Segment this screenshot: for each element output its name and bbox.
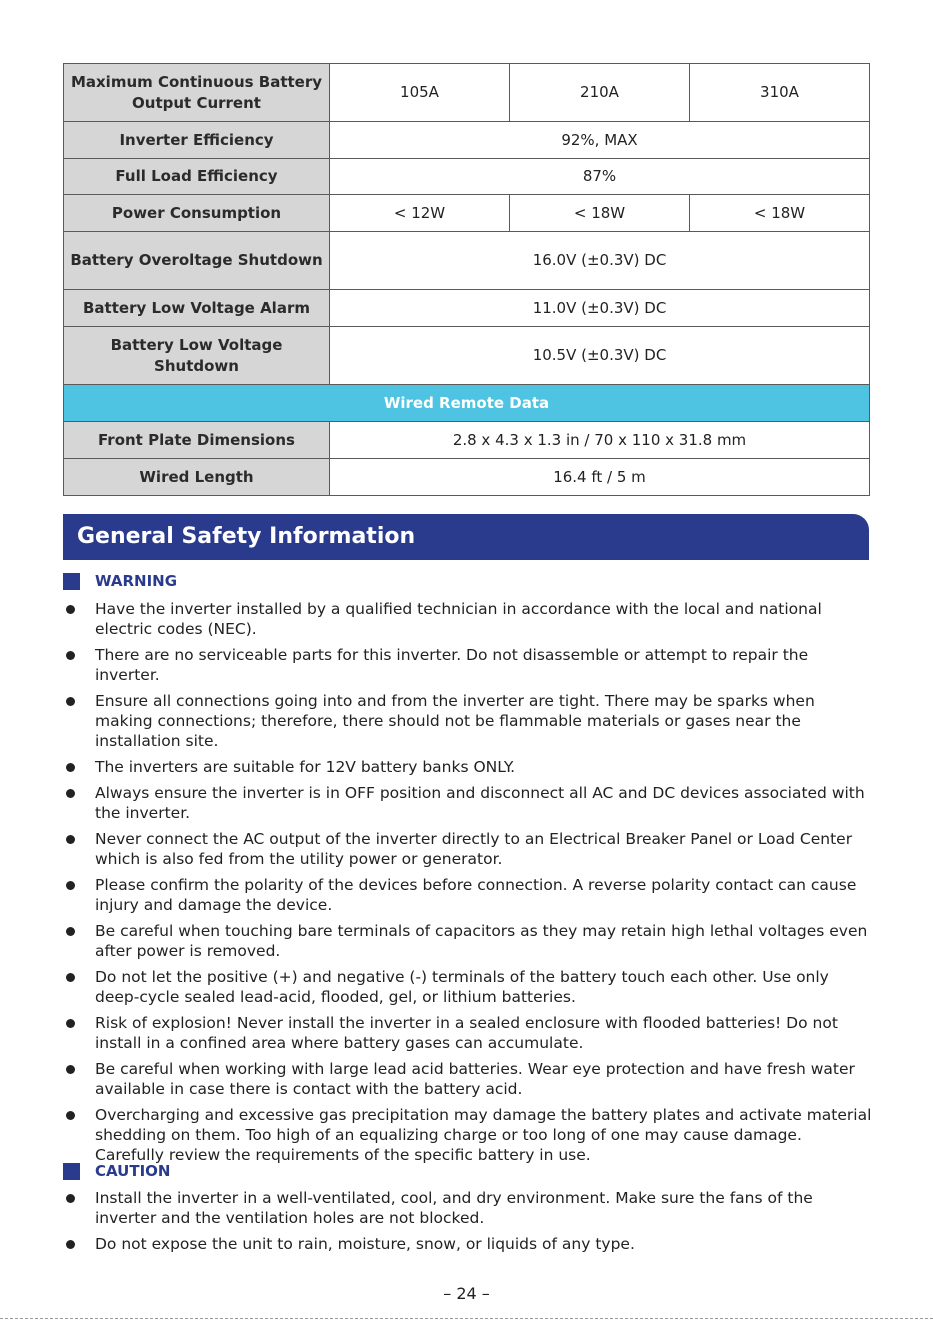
list-item-text: Overcharging and excessive gas precipitation may damage the battery plates and activate material shedding on them. Too high of an equalizing charge or too long of one may cause damage. Carefully review the requirements of the specific battery in use. [95,1106,872,1164]
bullet-icon [66,973,75,982]
list-item [63,691,873,751]
cell-value: 210A [510,64,690,122]
bullet-icon [66,1240,75,1249]
bullet-icon [66,927,75,936]
bullet-icon [66,1019,75,1028]
cell-value: < 18W [510,195,690,232]
cell-value: 11.0V (±0.3V) DC [330,290,870,327]
list-item [63,829,873,869]
cell-value: 10.5V (±0.3V) DC [330,327,870,385]
cell-value: 105A [330,64,510,122]
table-row [64,232,870,290]
bullet-icon [66,697,75,706]
warning-heading [63,572,177,590]
caution-list [63,1188,873,1260]
list-item-text: Always ensure the inverter is in OFF position and disconnect all AC and DC devices associated with the inverter. [95,784,865,822]
list-item [63,783,873,823]
warning-list [63,599,873,1171]
row-label: Battery Overoltage Shutdown [64,232,330,290]
table-row [64,459,870,496]
table-row [64,64,870,122]
list-item-text: The inverters are suitable for 12V battery banks ONLY. [95,758,516,776]
list-item-text: There are no serviceable parts for this inverter. Do not disassemble or attempt to repair the inverter. [95,646,809,684]
cell-value: < 12W [330,195,510,232]
table-row [64,422,870,459]
list-item [63,645,873,685]
list-item-text: Do not expose the unit to rain, moisture, snow, or liquids of any type. [95,1235,635,1253]
square-icon [63,573,80,590]
list-item-text: Please confirm the polarity of the devices before connection. A reverse polarity contact can cause injury and damage the device. [95,876,857,914]
row-label: Full Load Efficiency [64,159,330,195]
table-section-row [64,385,870,422]
square-icon [63,1163,80,1180]
bullet-icon [66,605,75,614]
cell-value: < 18W [690,195,870,232]
bullet-icon [66,763,75,772]
list-item-text: Do not let the positive (+) and negative (-) terminals of the battery touch each other. Use only deep-cycle sealed lead-acid, flooded, gel, or lithium batteries. [95,968,829,1006]
row-label: Power Consumption [64,195,330,232]
bullet-icon [66,1065,75,1074]
bullet-icon [66,651,75,660]
footer-divider [0,1318,933,1319]
cell-value: 16.4 ft / 5 m [330,459,870,496]
row-label: Front Plate Dimensions [64,422,330,459]
cell-value: 92%, MAX [330,122,870,159]
list-item-text: Install the inverter in a well-ventilated, cool, and dry environment. Make sure the fans of the inverter and the ventilation holes are not blocked. [95,1189,813,1227]
list-item [63,1105,873,1165]
spec-table [63,63,870,496]
table-row [64,290,870,327]
table-row [64,122,870,159]
list-item [63,1188,873,1228]
table-row [64,327,870,385]
list-item-text: Have the inverter installed by a qualified technician in accordance with the local and national electric codes (NEC). [95,600,822,638]
cell-value: 16.0V (±0.3V) DC [330,232,870,290]
cell-value: 2.8 x 4.3 x 1.3 in / 70 x 110 x 31.8 mm [330,422,870,459]
row-label: Wired Length [64,459,330,496]
list-item-text: Risk of explosion! Never install the inverter in a sealed enclosure with flooded batteries! Do not install in a confined area where battery gases can accumulate. [95,1014,838,1052]
list-item [63,967,873,1007]
section-banner: General Safety Information [63,514,869,560]
list-item [63,1059,873,1099]
warning-label: WARNING [95,572,178,590]
page-number: – 24 – [443,1284,490,1303]
table-row [64,159,870,195]
bullet-icon [66,1111,75,1120]
row-label: Inverter Efficiency [64,122,330,159]
list-item [63,1234,873,1254]
bullet-icon [66,789,75,798]
list-item-text: Be careful when working with large lead acid batteries. Wear eye protection and have fresh water available in case there is contact with the battery acid. [95,1060,855,1098]
list-item-text: Ensure all connections going into and from the inverter are tight. There may be sparks when making connections; therefore, there should not be flammable materials or gases near the installation site. [95,692,815,750]
list-item [63,875,873,915]
bullet-icon [66,881,75,890]
table-row [64,195,870,232]
list-item [63,599,873,639]
bullet-icon [66,835,75,844]
cell-value: 87% [330,159,870,195]
bullet-icon [66,1194,75,1203]
list-item-text: Be careful when touching bare terminals of capacitors as they may retain high lethal voltages even after power is removed. [95,922,868,960]
list-item [63,921,873,961]
row-label: Maximum Continuous Battery Output Current [64,64,330,122]
list-item-text: Never connect the AC output of the inverter directly to an Electrical Breaker Panel or Load Center which is also fed from the utility power or generator. [95,830,853,868]
cell-value: 310A [690,64,870,122]
row-label: Battery Low Voltage Shutdown [64,327,330,385]
list-item [63,757,873,777]
section-header: Wired Remote Data [64,385,870,422]
caution-label: CAUTION [95,1162,171,1180]
row-label: Battery Low Voltage Alarm [64,290,330,327]
list-item [63,1013,873,1053]
caution-heading [63,1162,170,1180]
